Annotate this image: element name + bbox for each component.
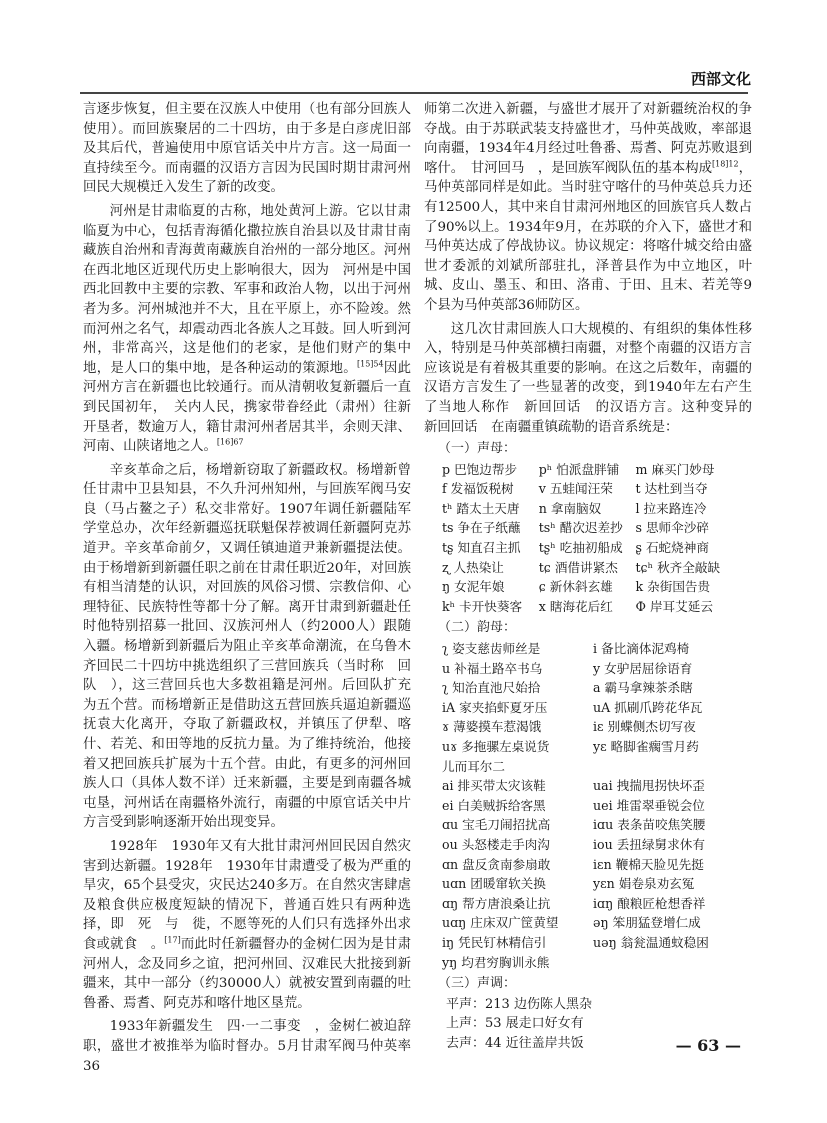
table-row (442, 933, 752, 953)
table-row (442, 835, 752, 855)
table-cell: l 拉来路连冷 (635, 500, 707, 516)
table-cell: uəŋ 翁瓮温通蚊稳困 (593, 934, 709, 950)
initials-heading: （一）声母： (438, 441, 517, 457)
table-row (442, 874, 752, 894)
table-cell: tʰ 踏太土天唐 (442, 500, 520, 516)
table-row (442, 597, 752, 617)
table-cell: x 瞎海花后红 (538, 598, 613, 614)
table-cell: n 拿南脑奴 (538, 500, 602, 516)
table-row (442, 815, 752, 835)
table-cell: tʂʰ 吃抽初船成 (538, 540, 623, 556)
table-cell: s 思师伞沙碎 (635, 520, 709, 536)
table-cell: iɑu 表条苗咬焦笑腰 (593, 817, 706, 833)
table-cell: ai 排买带太灾该鞋 (442, 778, 546, 794)
table-cell: 儿而耳尔二 (442, 758, 505, 774)
table-cell: ʅ 姿支慈齿师丝是 (442, 641, 541, 657)
right-column (424, 100, 766, 1054)
table-row (442, 776, 752, 796)
table-cell: ʅ 知治直池尺始拾 (442, 680, 541, 696)
citation-ref: [15]54 (357, 359, 384, 369)
table-cell: tsʰ 醋次迟差抄 (538, 520, 623, 536)
paragraph (83, 837, 411, 1013)
table-row (442, 518, 752, 538)
table-cell: uɤ 多拖骡左桌说货 (442, 739, 550, 754)
table-cell: iŋ 凭民钉林精信引 (442, 934, 547, 950)
table-cell: y 女驴居屈徐语育 (593, 660, 693, 676)
header-divider (80, 92, 748, 94)
paragraph-text: 师第二次进入新疆，与盛世才展开了对新疆统治权的争夺战。由于苏联武装支持盛世才，马仲英战败，率部退向南疆，1934年4月经过吐鲁番、焉耆、阿克苏败退到喀什。 甘河回马 ，是回族军阀队伍的基本构成 (424, 102, 752, 176)
table-row (442, 499, 752, 519)
table-cell: uei 堆雷翠垂锐会位 (593, 797, 705, 813)
table-row (442, 737, 752, 757)
table-row (442, 659, 752, 679)
table-row (442, 913, 752, 933)
table-cell: iɑŋ 酿粮匠枪想香祥 (593, 895, 706, 911)
table-cell: v 五蛙闻汪荣 (538, 481, 613, 497)
tone-item: 平声：213 边伤陈人黑杂 (446, 996, 592, 1012)
finals-heading: （二）韵母： (438, 620, 517, 636)
paragraph (83, 202, 411, 457)
table-cell: ou 头怒楼走手肉沟 (442, 836, 550, 852)
table-row (442, 460, 752, 480)
table-row (442, 678, 752, 698)
section-title: 西部文化 (690, 70, 751, 88)
table-cell: a 霸马拿辣茶杀瞎 (593, 680, 693, 696)
paragraph (83, 461, 411, 833)
table-cell: u 补福土路卒书乌 (442, 660, 543, 676)
table-row (442, 639, 752, 659)
table-cell: Ф 岸耳艾延云 (635, 598, 713, 614)
citation-ref: [17] (164, 935, 181, 945)
table-row (442, 717, 752, 737)
paragraph-text: 因此河州方言在新疆也比较通行。而从清朝收复新疆后一直到民国初年， 关内人民，携家带眷经此（肃州）往新开垦者，数逾万人，籍甘肃河州者居其半，余则天津、河南、山陕诸地之人。 (83, 360, 412, 455)
finals-table (442, 639, 752, 972)
paragraph-text: 言逐步恢复，但主要在汉族人中使用（也有部分回族人使用）。而回族聚居的二十四坊，由于多是白彦虎旧部及其后代，普遍使用中原官话关中片方言。这一局面一直持续至今。而南疆的汉语方言因为民国时期甘肃河州回民大规模迁入发生了新的改变。 (83, 102, 411, 196)
table-cell: uA 抓刷爪跨花华瓦 (593, 699, 703, 715)
table-cell: tɕʰ 秋齐全敲缺 (635, 559, 721, 575)
table-row (442, 953, 752, 973)
citation-ref: [16]67 (216, 437, 244, 447)
table-cell: i 备比滴体泥鸡椅 (593, 641, 690, 657)
table-cell: yŋ 均君穷胸训永熊 (442, 954, 550, 970)
table-cell: tʂ 知直召主抓 (442, 540, 521, 556)
table-cell: ei 白美贼拆给客黑 (442, 797, 546, 813)
table-row (442, 757, 752, 777)
table-cell: iɛ 别蝶侧杰切写夜 (593, 719, 696, 735)
paragraph (424, 320, 766, 438)
table-cell: ɑu 宝毛刀闹招扰高 (442, 817, 551, 833)
paragraph-text: 1928年 1930年又有大批甘肃河州回民因自然灾害到达新疆。1928年 1930年甘肃遭受了极为严重的旱灾，65个县受灾，灾民达240多万。在自然灾害肆虐及粮食供应极度短缺的情况下，普通百姓只有两种选择，即 死 与 徙，不愿等死的人们只有选择外出求食或就食 。 (83, 838, 411, 952)
table-cell: p 巴饱边帮步 (442, 461, 518, 477)
tone-item: 上声：53 展走口好女有 (446, 1016, 584, 1032)
table-row (442, 538, 752, 558)
initials-table (442, 460, 752, 617)
table-cell: ɑŋ 帮方唐浪桑让抗 (442, 895, 551, 911)
table-cell: pʰ 怕派盘胖铺 (538, 461, 620, 477)
paragraph-text: 辛亥革命之后，杨增新窃取了新疆政权。杨增新曾任甘肃中卫县知县，不久升河州知州，与回族军阀马安良（马占鳌之子）私交非常好。1907年调任新疆陆军学堂总办，次年经新疆巡抚联魁保荐被调任新疆阿克苏道尹。辛亥革命前夕，又调任镇迪道尹兼新疆提法使。由于杨增新到新疆任职之前在甘肃任职近20年，对回族有相当清楚的认识，对回族的风俗习惯、宗教信仰、心理特征、民族特性等都十分了解。离开甘肃到新疆赴任时他特别招募一批回、汉族河州人（约2000人）跟随入疆。杨增新到新疆后为阻止辛亥革命潮流，在乌鲁木齐回民二十四坊中挑选组织了三营回族兵（当时称 回队 ），这三营回兵也大多数祖籍是河州。后回队扩充为五个营。而杨增新正是借助这五营回族兵逼迫新疆巡抚袁大化离开，夺取了新疆政权，并镇压了伊犁、喀什、若羌、和田等地的反抗力量。为了维持统治，他接着又把回族兵扩展为十五个营。由此，有更多的河州回族人口（具体人数不详）迁来新疆，主要是到南疆各城屯垦，河州话在南疆格外流行，南疆的中原官话关中片方言受到影响逐渐开始出现变异。 (83, 462, 411, 831)
table-row (442, 479, 752, 499)
table-cell: t 达杜到当夺 (635, 481, 708, 497)
table-row (442, 855, 752, 875)
table-cell: iɛn 鞭棉天脸见先挺 (593, 856, 704, 872)
table-cell (593, 757, 752, 777)
table-cell: tɕ 酒借讲紧杰 (538, 559, 618, 575)
tone-item: 去声：44 近往盖岸共饭 (446, 1035, 584, 1051)
table-cell: iA 家夹掐虾夏牙压 (442, 699, 548, 715)
table-row (442, 577, 752, 597)
table-row (442, 796, 752, 816)
table-cell: ɕ 新休斜玄雄 (538, 579, 613, 595)
table-cell: yɛn 娟卷泉劝玄冤 (593, 876, 695, 892)
table-cell: uai 拽揣甩拐快坏歪 (593, 778, 705, 794)
table-cell: f 发福饭税树 (442, 481, 514, 497)
paragraph-text: 这几次甘肃回族人口大规模的、有组织的集体性移入，特别是马仲英部横扫南疆，对整个南疆的汉语方言应该说是有着极其重要的影响。在这之后数年，南疆的汉语方言发生了一些显著的改变，到1940年左右产生了当地人称作 新回回话 的汉语方言。这种变异的 新回回话 在南疆重镇疏勒的语音系统是： (424, 321, 766, 435)
table-cell: uɑŋ 庄床双广筐黄望 (442, 915, 559, 931)
citation-ref: [18]12 (711, 159, 739, 169)
table-row (442, 894, 752, 914)
table-cell: yɛ 略脚雀瘸雪月药 (593, 739, 699, 754)
table-cell: m 麻买门妙母 (635, 461, 715, 477)
paragraph-text: 而此时任新疆督办的金树仁因为是甘肃河州人，念及同乡之谊，把河州回、汉难民大批接到新疆来，其中一部分（约30000人）就被安置到南疆的吐鲁番、焉耆、阿克苏和喀什地区垦荒。 (83, 936, 411, 1011)
table-cell: uɑn 团暖窜软关换 (442, 876, 546, 892)
paragraph (424, 100, 752, 316)
table-cell: ɤ 薄婆摸车惹渴饿 (442, 719, 542, 735)
paragraph-text: 河州是甘肃临夏的古称，地处黄河上游。它以甘肃临夏为中心，包括青海循化撒拉族自治县以及甘肃甘南藏族自治州和青海黄南藏族自治州的一部分地区。河州在西北地区近现代历史上影响很大，因为 河州是中国西北回教中主要的宗教、军事和政治人物，以出于河州者为多。河州城池并不大，且在平原上，亦不险竣。然而河州之名气，却震动西北各族人之耳鼓。回人听到河州，非常高兴，这是他们的老家，是他们财产的集中地，是人口的集中地，是各种运动的策源地。 (83, 203, 411, 376)
table-row (442, 698, 752, 718)
table-cell: ʐ 人热染让 (442, 559, 504, 575)
table-cell: k 杂街国告贵 (635, 579, 711, 595)
table-cell: iou 丢扭绿舅求休有 (593, 836, 705, 852)
table-cell: ts 争在子纸蘸 (442, 520, 521, 536)
paragraph (83, 100, 411, 198)
table-cell (593, 953, 752, 973)
table-cell: ŋ 女泥年娘 (442, 579, 505, 595)
paragraph (83, 1017, 411, 1076)
paragraph-text: 1933年新疆发生 四·一二事变 ，金树仁被迫辞职，盛世才被推举为临时督办。5月甘肃军阀马仲英率36 (83, 1019, 411, 1074)
table-row (442, 558, 752, 578)
table-cell: ʂ 石蛇烧神商 (635, 540, 709, 556)
paragraph-text: ，马仲英部同样是如此。当时驻守喀什的马仲英总兵力还有12500人，其中来自甘肃河州地区的回族官兵人数占了90%以上。1934年9月，在苏联的介入下，盛世才和马仲英达成了停战协议。协议规定：将喀什城交给由盛世才委派的刘斌所部驻扎，泽普县作为中立地区，叶城、皮山、墨玉、和田、洛甫、于田、且末、若羌等9个县为马仲英部36师防区。 (424, 160, 752, 313)
table-cell: kʰ 卡开快葵客 (442, 598, 523, 614)
tones-heading: （三）声调： (438, 976, 517, 992)
left-column (83, 100, 411, 1076)
page-number: — 63 — (675, 1036, 741, 1055)
table-cell: əŋ 笨朋猛登增仁成 (593, 915, 701, 931)
table-cell: ɑn 盘反贪南参扇敢 (442, 856, 551, 872)
